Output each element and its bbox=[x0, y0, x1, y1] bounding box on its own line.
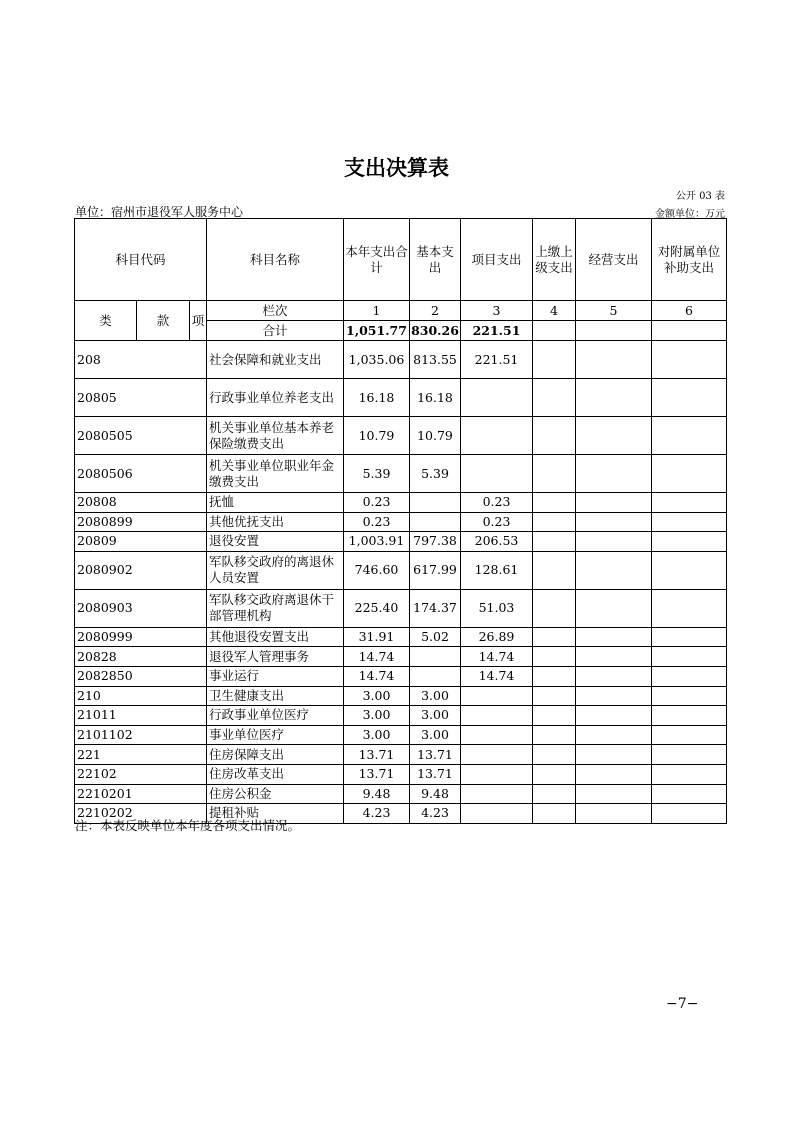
row-business bbox=[576, 666, 652, 686]
row-basic: 813.55 bbox=[410, 341, 461, 379]
row-code: 20808 bbox=[75, 493, 207, 513]
row-total: 10.79 bbox=[344, 417, 410, 455]
row-project: 128.61 bbox=[461, 551, 533, 589]
row-total: 1,035.06 bbox=[344, 341, 410, 379]
header-subsidy: 对附属单位补助支出 bbox=[652, 219, 727, 301]
row-business bbox=[576, 493, 652, 513]
row-project: 221.51 bbox=[461, 341, 533, 379]
row-basic: 13.71 bbox=[410, 745, 461, 765]
header-row bbox=[75, 219, 727, 301]
row-name: 机关事业单位职业年金缴费支出 bbox=[207, 455, 344, 493]
row-total: 16.18 bbox=[344, 379, 410, 417]
row-name: 住房公积金 bbox=[207, 784, 344, 804]
row-basic bbox=[410, 493, 461, 513]
table-row bbox=[75, 493, 727, 513]
row-business bbox=[576, 706, 652, 726]
row-upper bbox=[533, 706, 576, 726]
row-basic: 3.00 bbox=[410, 725, 461, 745]
row-name: 军队移交政府的离退休人员安置 bbox=[207, 551, 344, 589]
row-code: 20805 bbox=[75, 379, 207, 417]
row-basic bbox=[410, 512, 461, 532]
row-upper bbox=[533, 379, 576, 417]
row-business bbox=[576, 686, 652, 706]
row-project bbox=[461, 417, 533, 455]
row-business bbox=[576, 551, 652, 589]
header-basic: 基本支出 bbox=[410, 219, 461, 301]
row-name: 事业运行 bbox=[207, 666, 344, 686]
row-upper bbox=[533, 341, 576, 379]
row-upper bbox=[533, 647, 576, 667]
row-subsidy bbox=[652, 666, 727, 686]
row-name: 行政事业单位医疗 bbox=[207, 706, 344, 726]
row-total: 9.48 bbox=[344, 784, 410, 804]
row-project bbox=[461, 706, 533, 726]
row-code: 2080899 bbox=[75, 512, 207, 532]
footnote: 注：本表反映单位本年度各项支出情况。 bbox=[75, 818, 301, 833]
col-num-5: 5 bbox=[576, 301, 652, 321]
row-project bbox=[461, 764, 533, 784]
header-lanci: 栏次 bbox=[207, 301, 344, 321]
row-project bbox=[461, 455, 533, 493]
row-project bbox=[461, 379, 533, 417]
row-code: 210 bbox=[75, 686, 207, 706]
row-code: 2080506 bbox=[75, 455, 207, 493]
row-upper bbox=[533, 686, 576, 706]
row-code: 2082850 bbox=[75, 666, 207, 686]
row-code: 2210201 bbox=[75, 784, 207, 804]
row-code: 2080505 bbox=[75, 417, 207, 455]
row-subsidy bbox=[652, 551, 727, 589]
row-total: 0.23 bbox=[344, 512, 410, 532]
row-basic bbox=[410, 647, 461, 667]
row-business bbox=[576, 417, 652, 455]
row-project: 206.53 bbox=[461, 532, 533, 552]
row-code: 221 bbox=[75, 745, 207, 765]
table-row bbox=[75, 627, 727, 647]
total-basic: 830.26 bbox=[410, 321, 461, 341]
col-num-3: 3 bbox=[461, 301, 533, 321]
row-name: 机关事业单位基本养老保险缴费支出 bbox=[207, 417, 344, 455]
col-num-1: 1 bbox=[344, 301, 410, 321]
row-subsidy bbox=[652, 706, 727, 726]
row-basic: 10.79 bbox=[410, 417, 461, 455]
row-name: 社会保障和就业支出 bbox=[207, 341, 344, 379]
row-subsidy bbox=[652, 784, 727, 804]
row-name: 其他优抚支出 bbox=[207, 512, 344, 532]
row-upper bbox=[533, 627, 576, 647]
row-total: 13.71 bbox=[344, 764, 410, 784]
row-name: 提租补贴 bbox=[207, 804, 344, 824]
row-upper bbox=[533, 745, 576, 765]
row-business bbox=[576, 627, 652, 647]
row-name: 退役安置 bbox=[207, 532, 344, 552]
row-total: 14.74 bbox=[344, 666, 410, 686]
row-upper bbox=[533, 589, 576, 627]
row-basic: 5.02 bbox=[410, 627, 461, 647]
row-subsidy bbox=[652, 379, 727, 417]
expenditure-table bbox=[74, 218, 727, 824]
row-code: 2080902 bbox=[75, 551, 207, 589]
row-upper bbox=[533, 784, 576, 804]
table-row bbox=[75, 784, 727, 804]
row-code: 2080903 bbox=[75, 589, 207, 627]
row-total: 0.23 bbox=[344, 493, 410, 513]
table-row bbox=[75, 589, 727, 627]
header-total: 本年支出合计 bbox=[344, 219, 410, 301]
row-project: 51.03 bbox=[461, 589, 533, 627]
row-subsidy bbox=[652, 627, 727, 647]
table-row bbox=[75, 725, 727, 745]
row-business bbox=[576, 745, 652, 765]
row-upper bbox=[533, 666, 576, 686]
row-project: 26.89 bbox=[461, 627, 533, 647]
money-unit: 金额单位：万元 bbox=[655, 209, 725, 220]
header-project: 项目支出 bbox=[461, 219, 533, 301]
row-business bbox=[576, 379, 652, 417]
row-project: 0.23 bbox=[461, 493, 533, 513]
row-upper bbox=[533, 455, 576, 493]
page-title: 支出决算表 bbox=[344, 156, 449, 180]
row-subsidy bbox=[652, 804, 727, 824]
row-project bbox=[461, 686, 533, 706]
table-row bbox=[75, 745, 727, 765]
row-business bbox=[576, 784, 652, 804]
row-total: 3.00 bbox=[344, 725, 410, 745]
header-kuan: 款 bbox=[137, 301, 190, 341]
row-project bbox=[461, 745, 533, 765]
table-row bbox=[75, 417, 727, 455]
row-subsidy bbox=[652, 589, 727, 627]
row-total: 13.71 bbox=[344, 745, 410, 765]
total-project: 221.51 bbox=[461, 321, 533, 341]
row-project: 14.74 bbox=[461, 647, 533, 667]
row-project bbox=[461, 725, 533, 745]
form-number: 公开 03 表 bbox=[675, 191, 725, 202]
table-row bbox=[75, 532, 727, 552]
row-subsidy bbox=[652, 532, 727, 552]
table-row bbox=[75, 551, 727, 589]
row-basic: 4.23 bbox=[410, 804, 461, 824]
total-sum: 1,051.77 bbox=[344, 321, 410, 341]
header-upper: 上缴上级支出 bbox=[533, 219, 576, 301]
header-xiang: 项 bbox=[190, 301, 207, 341]
row-name: 其他退役安置支出 bbox=[207, 627, 344, 647]
row-total: 4.23 bbox=[344, 804, 410, 824]
row-business bbox=[576, 532, 652, 552]
row-project bbox=[461, 804, 533, 824]
row-subsidy bbox=[652, 455, 727, 493]
row-name: 抚恤 bbox=[207, 493, 344, 513]
row-basic: 13.71 bbox=[410, 764, 461, 784]
row-code: 208 bbox=[75, 341, 207, 379]
row-total: 225.40 bbox=[344, 589, 410, 627]
row-upper bbox=[533, 532, 576, 552]
page-number: −7− bbox=[666, 996, 699, 1012]
row-code: 21011 bbox=[75, 706, 207, 726]
row-basic: 3.00 bbox=[410, 706, 461, 726]
row-code: 20828 bbox=[75, 647, 207, 667]
row-subsidy bbox=[652, 647, 727, 667]
row-business bbox=[576, 512, 652, 532]
row-code: 2080999 bbox=[75, 627, 207, 647]
row-upper bbox=[533, 512, 576, 532]
row-name: 住房改革支出 bbox=[207, 764, 344, 784]
col-num-4: 4 bbox=[533, 301, 576, 321]
row-name: 行政事业单位养老支出 bbox=[207, 379, 344, 417]
row-subsidy bbox=[652, 417, 727, 455]
row-business bbox=[576, 804, 652, 824]
row-upper bbox=[533, 417, 576, 455]
row-basic bbox=[410, 666, 461, 686]
row-name: 卫生健康支出 bbox=[207, 686, 344, 706]
table-row bbox=[75, 706, 727, 726]
row-business bbox=[576, 725, 652, 745]
table-row bbox=[75, 512, 727, 532]
row-subsidy bbox=[652, 512, 727, 532]
row-total: 31.91 bbox=[344, 627, 410, 647]
row-upper bbox=[533, 804, 576, 824]
row-total: 14.74 bbox=[344, 647, 410, 667]
table-row bbox=[75, 666, 727, 686]
header-code: 科目代码 bbox=[75, 219, 207, 301]
row-subsidy bbox=[652, 764, 727, 784]
row-total: 5.39 bbox=[344, 455, 410, 493]
row-basic: 9.48 bbox=[410, 784, 461, 804]
row-upper bbox=[533, 551, 576, 589]
row-total: 3.00 bbox=[344, 706, 410, 726]
row-upper bbox=[533, 493, 576, 513]
row-project: 14.74 bbox=[461, 666, 533, 686]
table-row bbox=[75, 647, 727, 667]
row-basic: 617.99 bbox=[410, 551, 461, 589]
row-upper bbox=[533, 764, 576, 784]
table-row bbox=[75, 686, 727, 706]
row-name: 事业单位医疗 bbox=[207, 725, 344, 745]
row-basic: 174.37 bbox=[410, 589, 461, 627]
row-basic: 797.38 bbox=[410, 532, 461, 552]
row-total: 3.00 bbox=[344, 686, 410, 706]
row-project: 0.23 bbox=[461, 512, 533, 532]
table-row bbox=[75, 455, 727, 493]
row-subsidy bbox=[652, 686, 727, 706]
col-num-2: 2 bbox=[410, 301, 461, 321]
row-basic: 16.18 bbox=[410, 379, 461, 417]
table-row bbox=[75, 341, 727, 379]
column-number-row bbox=[75, 301, 727, 321]
total-label: 合计 bbox=[207, 321, 344, 341]
row-total: 1,003.91 bbox=[344, 532, 410, 552]
row-code: 2210202 bbox=[75, 804, 207, 824]
row-business bbox=[576, 589, 652, 627]
row-project bbox=[461, 784, 533, 804]
header-name: 科目名称 bbox=[207, 219, 344, 301]
header-business: 经营支出 bbox=[576, 219, 652, 301]
table-row bbox=[75, 764, 727, 784]
row-business bbox=[576, 341, 652, 379]
table-row bbox=[75, 379, 727, 417]
row-code: 2101102 bbox=[75, 725, 207, 745]
unit-label: 单位：宿州市退役军人服务中心 bbox=[75, 205, 244, 219]
row-code: 22102 bbox=[75, 764, 207, 784]
row-basic: 5.39 bbox=[410, 455, 461, 493]
row-subsidy bbox=[652, 725, 727, 745]
row-business bbox=[576, 455, 652, 493]
row-business bbox=[576, 764, 652, 784]
row-subsidy bbox=[652, 341, 727, 379]
row-subsidy bbox=[652, 745, 727, 765]
col-num-6: 6 bbox=[652, 301, 727, 321]
row-name: 退役军人管理事务 bbox=[207, 647, 344, 667]
row-code: 20809 bbox=[75, 532, 207, 552]
row-subsidy bbox=[652, 493, 727, 513]
row-total: 746.60 bbox=[344, 551, 410, 589]
row-name: 军队移交政府离退休干部管理机构 bbox=[207, 589, 344, 627]
row-upper bbox=[533, 725, 576, 745]
row-basic: 3.00 bbox=[410, 686, 461, 706]
row-name: 住房保障支出 bbox=[207, 745, 344, 765]
header-lei: 类 bbox=[75, 301, 137, 341]
row-business bbox=[576, 647, 652, 667]
